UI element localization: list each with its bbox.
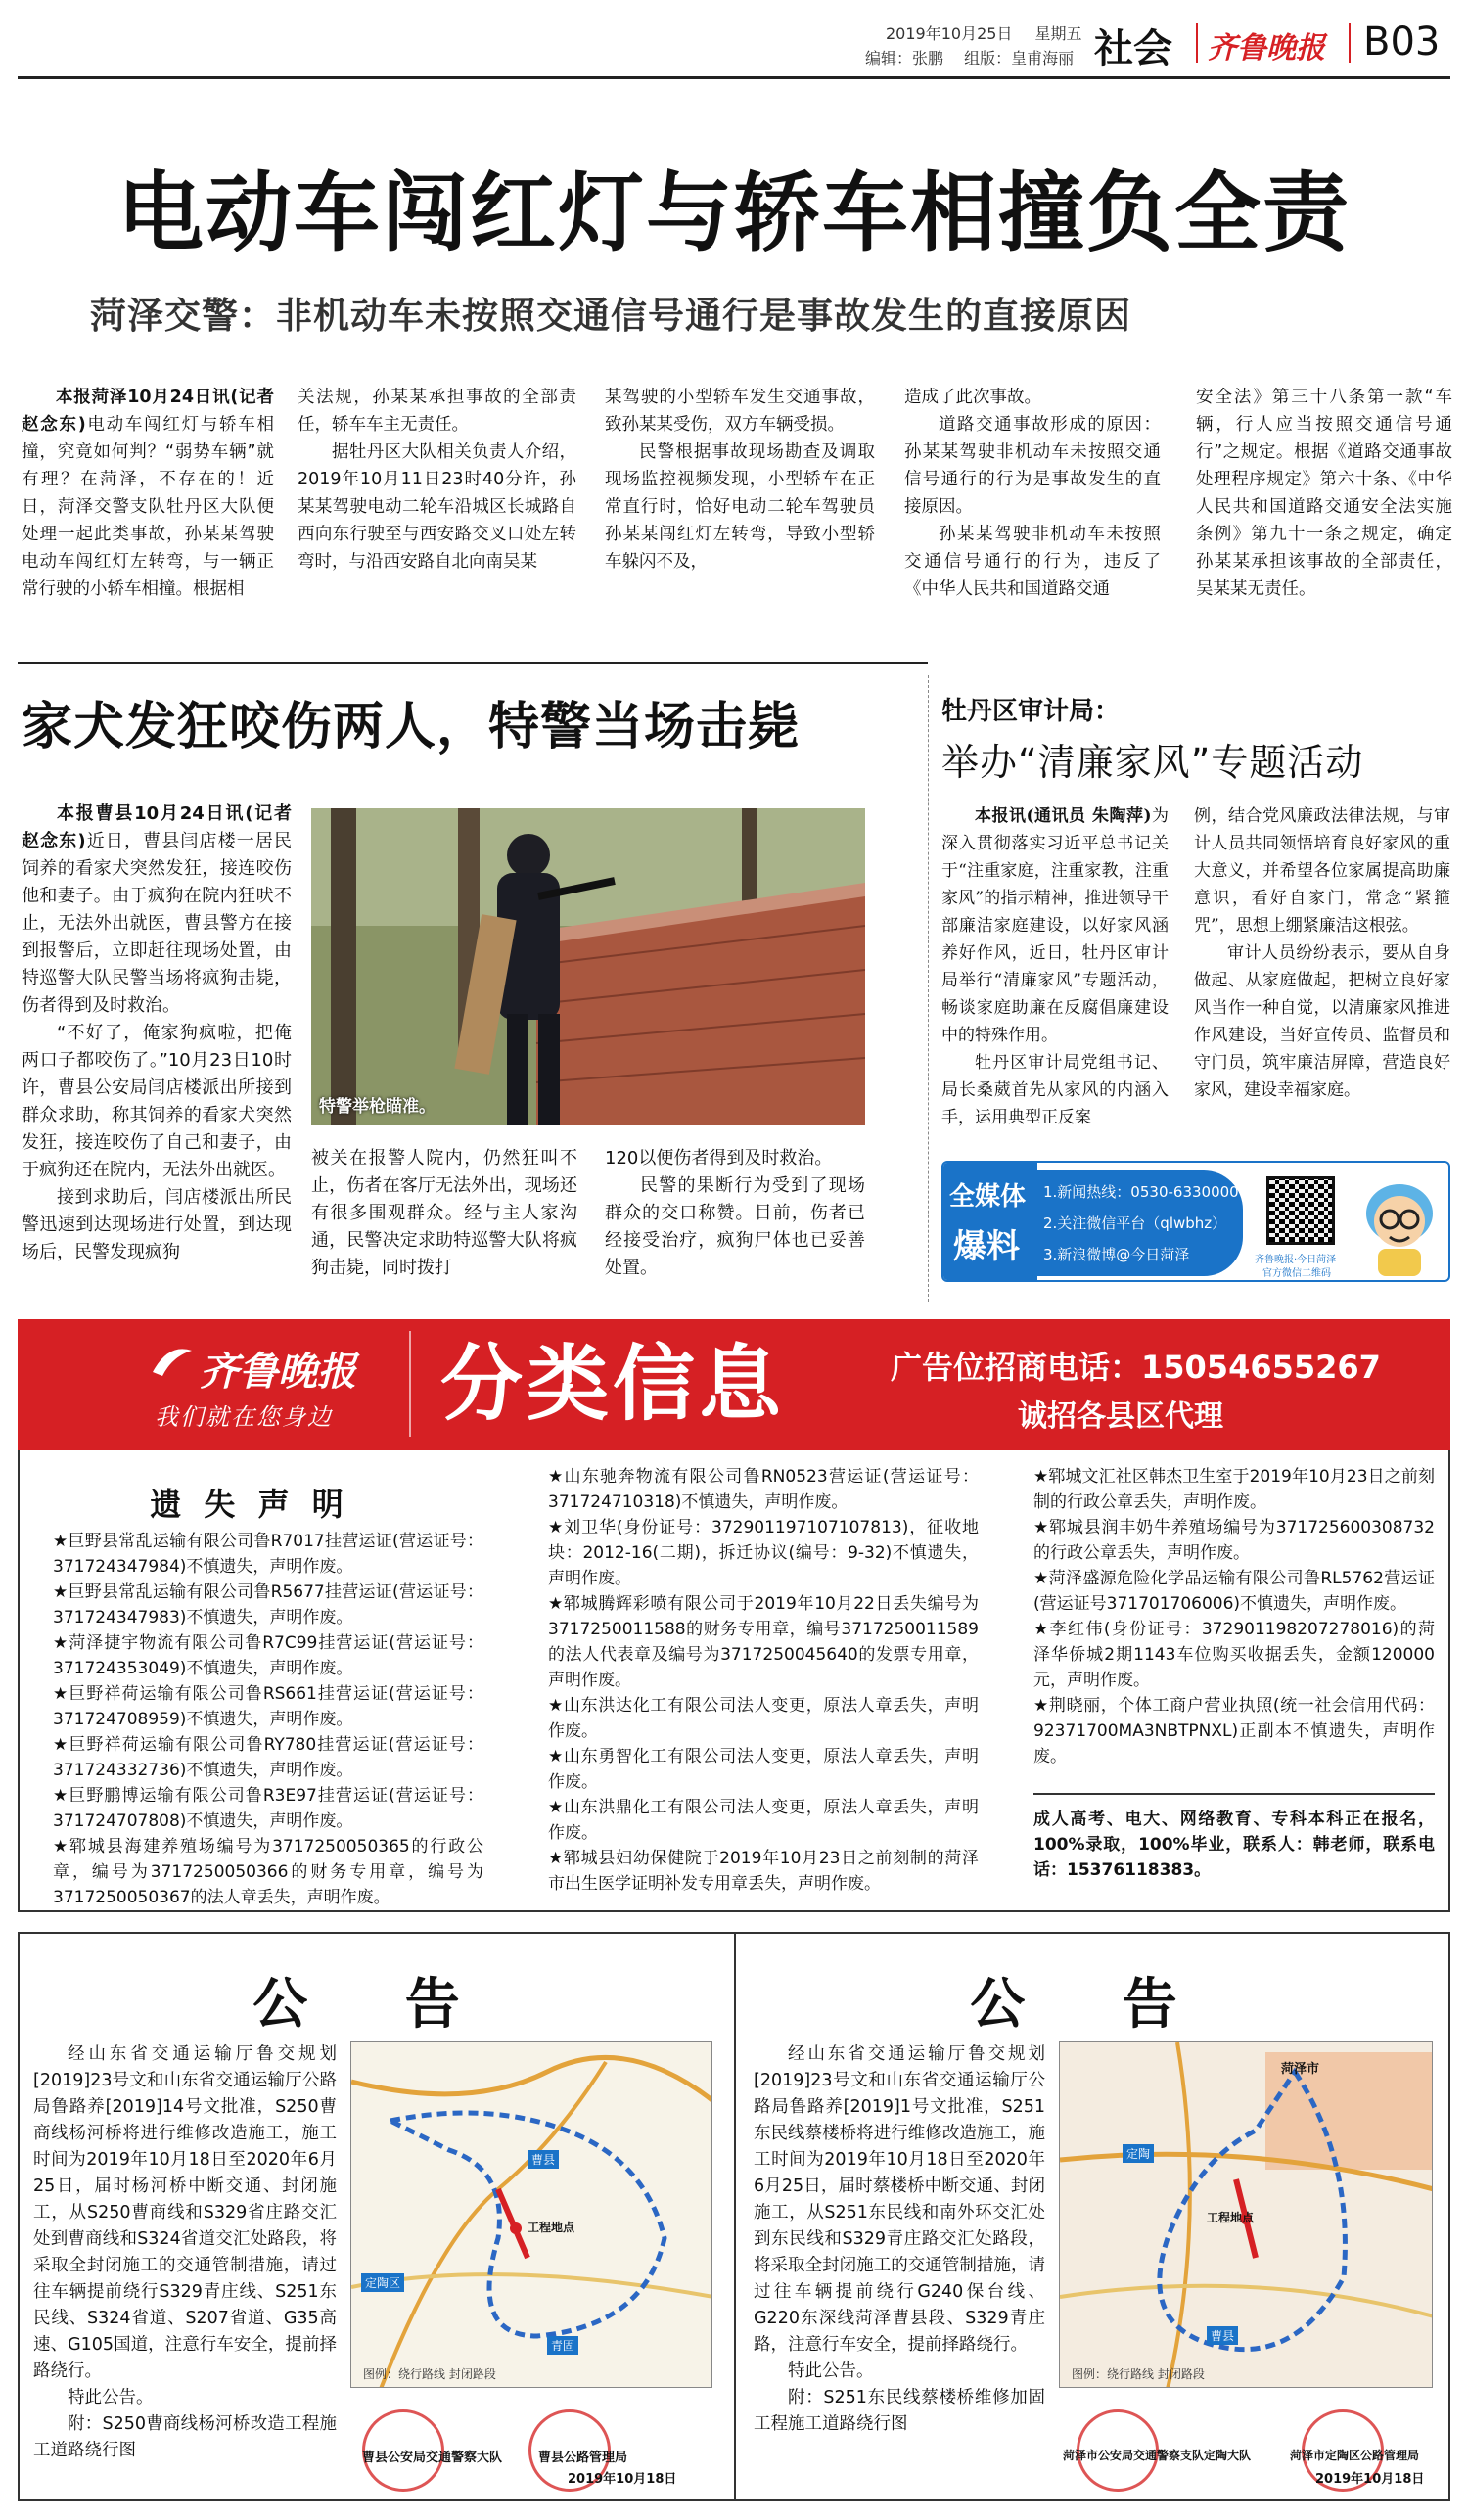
notice2-signer-2: 菏泽市定陶区公路管理局: [1290, 2449, 1420, 2462]
article1-column-2: 关法规，孙某某承担事故的全部责任，轿车车主无责任。 据牡丹区大队相关负责人介绍，2019年10月11日23时40分许，孙某某驾驶电动二轮车沿城区长城路自西向东行驶至与西安路交叉口处左转弯时，与沿西安路自北向南吴某: [298, 388, 576, 572]
article3-kicker: 牡丹区审计局：: [941, 697, 1121, 726]
paper-logo: 齐鲁晚报: [1208, 31, 1325, 66]
map1-label-caoxian: 曹县: [528, 2150, 559, 2169]
article2-dateline: 本报曹县10月24日讯(记者 赵念东): [22, 803, 292, 851]
masthead: [0, 0, 1468, 76]
article1-column-1: 本报菏泽10月24日讯(记者 赵念东)电动车闯红灯与轿车相撞，究竟如何判？“弱势车辆”就有理？在菏泽，不存在的！近日，菏泽交警支队牡丹区大队便处理一起此类事故，孙某某驾驶电动车闯红灯左转弯，与一辆正常行驶的小轿车相撞。根据相: [22, 388, 275, 599]
lost-notices-col-1: [53, 1529, 483, 1910]
notice1-title: 公 告: [252, 1973, 499, 2037]
map2-legend: 图例：绕行路线 封闭路段: [1072, 2367, 1205, 2381]
header-divider-2: [1349, 23, 1351, 63]
map1-label-site: 工程地点: [528, 2221, 575, 2234]
map1-label-dingtao: 定陶区: [361, 2273, 404, 2292]
media-tip-box: [941, 1161, 1450, 1282]
police-photo: [311, 808, 865, 1125]
lost-notice-title: 遗 失 声 明: [150, 1486, 349, 1523]
edu-ad-rule: [1033, 1793, 1435, 1795]
article1-dateline: 本报菏泽10月24日讯(记者 赵念东): [22, 388, 274, 435]
article1-subhead: 菏泽交警：非机动车未按照交通信号通行是事故发生的直接原因: [90, 295, 1131, 337]
notice1-detour-map: [350, 2041, 712, 2388]
weibo-account: 3.新浪微博@今日菏泽: [1043, 1246, 1190, 1263]
lost-notice-item: ★巨野祥荷运输有限公司鲁RY780挂营运证(营运证号：371724332736)不慎遗失，声明作废。: [53, 1735, 483, 1780]
article3-column-1: 本报讯(通讯员 朱陶萍)为深入贯彻落实习近平总书记关于“注重家庭，注重家教，注重家风”的指示精神，推进领导干部廉洁家庭建设，以好家风涵养好作风，近日，牡丹区审计局举行“清廉家风”专题活动，畅谈家庭助廉在反腐倡廉建设中的特殊作用。 牡丹区审计局党组书记、局长桑葳首先从家风的内涵入手，运用典型正反案: [941, 806, 1169, 1127]
article1-headline: 电动车闯红灯与轿车相撞负全责: [116, 162, 1351, 263]
lost-notice-item: ★郓城县妇幼保健院于2019年10月23日之前刻制的菏泽市出生医学证明补发专用章丢失，声明作废。: [548, 1849, 979, 1894]
editor-credit: 编辑：张鹏: [865, 49, 944, 68]
classified-title: 分类信息: [440, 1336, 786, 1432]
news-hotline: 1.新闻热线：0530-6330000: [1043, 1183, 1239, 1201]
column-separator: [928, 675, 929, 1302]
qr-caption-2: 官方微信二维码: [1262, 1268, 1331, 1279]
classified-slogan: 我们就在您身边: [155, 1403, 333, 1431]
article2-column-3: 120以便伤者得到及时救治。 民警的果断行为受到了现场群众的交口称赞。目前，伤者已经接受治疗，疯狗尸体也已妥善处置。: [605, 1148, 865, 1278]
map2-label-site: 工程地点: [1207, 2211, 1255, 2224]
lost-notice-item: ★山东驰奔物流有限公司鲁RN0523营运证(营运证号：371724710318)不慎遗失，声明作废。: [548, 1467, 979, 1512]
lost-notice-item: ★郓城县海建养殖场编号为3717250050365的行政公章，编号为3717250050366的财务专用章，编号为3717250050367的法人章丢失，声明作废。: [53, 1837, 483, 1907]
lost-notice-item: ★郓城文汇社区韩杰卫生室于2019年10月23日之前刻制的行政公章丢失，声明作废。: [1033, 1467, 1435, 1512]
agent-recruit: 诚招各县区代理: [1018, 1399, 1223, 1434]
lost-notice-item: ★李红伟(身份证号：372901198207278016)的菏泽华侨城2期1143车位购买收据丢失，金额120000元，声明作废。: [1033, 1620, 1435, 1690]
notice1-signer-2: 曹县公路管理局: [538, 2451, 628, 2465]
article1-bottom-rule: [18, 662, 928, 664]
article3-headline: 举办“清廉家风”专题活动: [941, 741, 1364, 784]
notice1-text: 经山东省交通运输厅鲁交规划[2019]23号文和山东省交通运输厅公路局鲁路养[2019]14号文批准，S250曹商线杨河桥将进行维修改造施工，施工时间为2019年10月18日至2020年6月25日，届时杨河桥中断交通、封闭施工，从S250曹商线和S329省庄路交汇处到曹商线和S324省道交汇处路段，将采取全封闭施工的交通管制措施，请过往车辆提前绕行S329青庄线、S251东民线、S324省道、S207省道、G35高速、G105国道，注意行车安全，提前择路绕行。 特此公告。 附：S250曹商线杨河桥改造工程施工道路绕行图: [33, 2044, 337, 2460]
classified-logo: 齐鲁晚报: [200, 1349, 356, 1395]
notice1-date: 2019年10月18日: [568, 2472, 677, 2487]
lost-notice-item: ★山东洪鼎化工有限公司法人变更，原法人章丢失，声明作废。: [548, 1798, 979, 1843]
lost-notice-item: ★菏泽盛源危险化学品运输有限公司鲁RL5762营运证(营运证号371701706006)不慎遗失，声明作废。: [1033, 1569, 1435, 1614]
notice1-signer-1: 曹县公安局交通警察大队: [362, 2451, 503, 2465]
section-name: 社会: [1094, 26, 1172, 71]
map2-label-dingtao: 定陶: [1123, 2144, 1154, 2163]
qr-code: [1266, 1176, 1335, 1245]
map2-label-heze: 菏泽市: [1281, 2062, 1320, 2077]
detour-map-1: [351, 2042, 712, 2388]
map1-legend: 图例：绕行路线 封闭路段: [363, 2367, 496, 2381]
media-box-title-top: 全媒体: [949, 1182, 1027, 1212]
layout-credit: 组版：皇甫海丽: [964, 49, 1075, 68]
article3-column-2: 例，结合党风廉政法律法规，与审计人员共同领悟培育良好家风的重大意义，并希望各位家属提高助廉意识，看好自家门，常念“紧箍咒”，思想上绷紧廉洁这根弦。 审计人员纷纷表示，要从自身做起、从家庭做起，把树立良好家风当作一种自觉，以清廉家风推进作风建设，当好宣传员、监督员和守门员，筑牢廉洁屏障，营造良好家风，建设幸福家庭。: [1194, 806, 1450, 1100]
lost-notice-item: ★巨野鹏博运输有限公司鲁R3E97挂营运证(营运证号：371724707808)不慎遗失，声明作废。: [53, 1786, 483, 1831]
map1-label-qinggu: 青固: [547, 2336, 578, 2355]
issue-weekday: 星期五: [1034, 24, 1082, 43]
cartoon-reporter-icon: [1353, 1168, 1446, 1278]
lost-notice-item: ★山东洪达化工有限公司法人变更，原法人章丢失，声明作废。: [548, 1696, 979, 1741]
issue-date: 2019年10月25日: [886, 24, 1013, 43]
wechat-platform: 2.关注微信平台（qlwbhz）: [1043, 1214, 1227, 1232]
notice2-signer-1: 菏泽市公安局交通警察支队定陶大队: [1063, 2449, 1252, 2462]
banner-divider: [409, 1331, 411, 1437]
map2-label-caoxian: 曹县: [1207, 2326, 1238, 2345]
article2-column-2: 被关在报警人院内，仍然狂叫不止，伤者在客厅无法外出，现场还有很多围观群众。经与主人家沟通，民警决定求助特巡警大队将疯狗击毙，同时拨打: [311, 1148, 577, 1278]
lost-notices-col-2: [548, 1464, 979, 1897]
photo-illustration: [311, 808, 865, 1125]
article2-headline: 家犬发狂咬伤两人，特警当场击毙: [22, 698, 801, 756]
article3-dateline: 本报讯(通讯员 朱陶萍): [975, 806, 1152, 826]
paper-emblem-icon: [149, 1343, 196, 1382]
article1-column-5: 安全法》第三十八条第一款“车辆，行人应当按照交通信号通行”之规定。根据《道路交通事故处理程序规定》第六十条、《中华人民共和国道路交通安全法实施条例》第九十一条之规定，确定孙某某承担该事故的全部责任，吴某某无责任。: [1196, 388, 1452, 599]
notice2-text: 经山东省交通运输厅鲁交规划[2019]23号文和山东省交通运输厅公路局鲁路养[2019]1号文批准，S251东民线蔡楼桥将进行维修改造施工，施工时间为2019年10月18日至2020年6月25日，届时蔡楼桥中断交通、封闭施工，从S251东民线和南外环交汇处到东民线和S329青庄路交汇处路段，将采取全封闭施工的交通管制措施，请过往车辆提前绕行G240保台线、G220东深线菏泽曹县段、S329青庄路，注意行车安全，提前择路绕行。 特此公告。 附：S251东民线蔡楼桥维修加固工程施工道路绕行图: [754, 2044, 1045, 2434]
education-ad: 成人高考、电大、网络教育、专科本科正在报名，100%录取，100%毕业，联系人：韩老师，联系电话：15376118383。: [1033, 1810, 1435, 1880]
ad-hotline: 广告位招商电话：15054655267: [891, 1349, 1381, 1386]
lost-notices-col-3: [1033, 1464, 1435, 1769]
article1-column-3: 某驾驶的小型轿车发生交通事故，致孙某某受伤，双方车辆受损。 民警根据事故现场勘查及调取现场监控视频发现，小型轿车在正常直行时，恰好电动二轮车驾驶员孙某某闯红灯左转弯，导致小型轿车躲闪不及，: [605, 388, 875, 572]
page-number: B03: [1363, 20, 1441, 65]
lost-notice-item: ★郓城腾辉彩喷有限公司于2019年10月22日丢失编号为3717250011588的财务专用章，编号3717250011589的法人代表章及编号为3717250045640的发票专用章，声明作废。: [548, 1594, 979, 1690]
media-box-title-bottom: 爆料: [953, 1227, 1020, 1266]
notice2-title: 公 告: [970, 1973, 1216, 2037]
lost-notice-item: ★巨野县常乱运输有限公司鲁R7017挂营运证(营运证号：371724347984)不慎遗失，声明作废。: [53, 1532, 483, 1577]
classified-banner: [18, 1319, 1450, 1450]
qr-caption: 齐鲁晚报·今日菏泽: [1255, 1255, 1337, 1265]
lost-notice-item: ★巨野县常乱运输有限公司鲁R5677挂营运证(营运证号：371724347983)不慎遗失，声明作废。: [53, 1582, 483, 1627]
article1-column-4: 造成了此次事故。 道路交通事故形成的原因：孙某某驾驶非机动车未按照交通信号通行的行为是事故发生的直接原因。 孙某某驾驶非机动车未按照交通信号通行的行为，违反了《中华人民共和国道路交通: [904, 388, 1161, 599]
photo-caption: 特警举枪瞄准。: [319, 1097, 436, 1117]
classified-body: [18, 1450, 1450, 1912]
article2-column-1: 本报曹县10月24日讯(记者 赵念东)近日，曹县闫店楼一居民饲养的看家犬突然发狂，接连咬伤他和妻子。由于疯狗在院内狂吠不止，无法外出就医，曹县警方在接到报警后，立即赶往现场处置，由特巡警大队民警当场将疯狗击毙，伤者得到及时救治。 “不好了，俺家狗疯啦，把俺两口子都咬伤了。”10月23日10时许，曹县公安局闫店楼派出所接到群众求助，称其饲养的看家犬突然发狂，接连咬伤了自己和妻子，由于疯狗还在院内，无法外出就医。 接到求助后，闫店楼派出所民警迅速到达现场进行处置，到达现场后，民警发现疯狗: [22, 803, 292, 1262]
notice2-detour-map: [1059, 2041, 1433, 2388]
notice2-date: 2019年10月18日: [1315, 2472, 1425, 2487]
lost-notice-item: ★山东勇智化工有限公司法人变更，原法人章丢失，声明作废。: [548, 1747, 979, 1792]
lost-notice-item: ★菏泽捷宇物流有限公司鲁R7C99挂营运证(营运证号：371724353049)不慎遗失，声明作废。: [53, 1633, 483, 1678]
lost-notice-item: ★巨野祥荷运输有限公司鲁RS661挂营运证(营运证号：371724708959)不慎遗失，声明作废。: [53, 1684, 483, 1729]
lost-notice-item: ★荆晓丽，个体工商户营业执照(统一社会信用代码：92371700MA3NBTPNXL)正副本不慎遗失，声明作废。: [1033, 1696, 1435, 1766]
header-rule: [18, 76, 1450, 79]
header-divider: [1196, 23, 1198, 63]
lost-notice-item: ★郓城县润丰奶牛养殖场编号为371725600308732的行政公章丢失，声明作废。: [1033, 1518, 1435, 1563]
lost-notice-item: ★刘卫华(身份证号：372901197107107813)，征收地块：2012-16(二期)，拆迁协议(编号：9-32)不慎遗失，声明作废。: [548, 1518, 979, 1588]
